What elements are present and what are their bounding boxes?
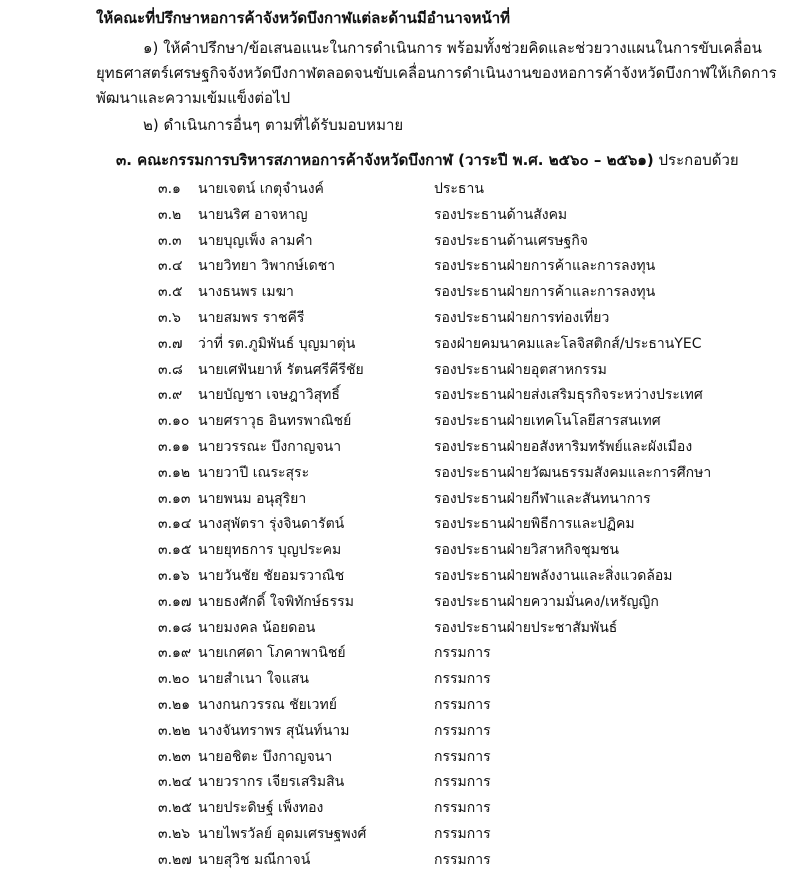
member-name: นายพนม อนุสุริยา	[198, 490, 307, 507]
duty-item-1-line-3: พัฒนาและความเข้มแข็งต่อไป	[96, 89, 291, 107]
member-number: ๓.๒๖	[158, 825, 191, 842]
member-row	[0, 202, 790, 228]
member-row	[0, 486, 790, 512]
member-number: ๓.๕	[158, 284, 183, 301]
member-row	[0, 331, 790, 357]
member-role: กรรมการ	[434, 696, 491, 713]
member-role: รองประธานฝ่ายส่งเสริมธุรกิจระหว่างประเทศ	[434, 387, 703, 404]
member-name: นายบัญชา เจษฎาวิสุทธิ์	[198, 387, 340, 404]
section-3-title-bold: ๓. คณะกรรมการบริหารสภาหอการค้าจังหวัดบึงกาฬ (วาระปี พ.ศ. ๒๕๖๐ – ๒๕๖๑)	[116, 151, 654, 169]
member-row	[0, 228, 790, 254]
member-row	[0, 744, 790, 770]
member-number: ๓.๑๕	[158, 542, 192, 559]
member-number: ๓.๑๓	[158, 490, 191, 507]
member-name: นายประดิษฐ์ เพ็งทอง	[198, 800, 324, 817]
section-3-title	[116, 148, 739, 172]
member-row	[0, 253, 790, 279]
member-role: รองประธานฝ่ายเทคโนโลยีสารสนเทศ	[434, 413, 661, 430]
duty-item-1-line-2: ยุทธศาสตร์เศรษฐกิจจังหวัดบึงกาฬตลอดจนขับเคลื่อนการดำเนินงานของหอการค้าจังหวัดบึงกาฬให้เกิดการ	[96, 64, 777, 82]
member-role: รองประธานฝ่ายวิสาหกิจชุมชน	[434, 542, 619, 559]
member-number: ๓.๔	[158, 258, 183, 275]
member-role: รองประธานฝ่ายพิธีการและปฏิคม	[434, 516, 635, 533]
member-number: ๓.๑๔	[158, 516, 192, 533]
member-name: นายศราวุธ อินทรพาณิชย์	[198, 413, 352, 430]
member-role: กรรมการ	[434, 671, 491, 688]
member-row	[0, 718, 790, 744]
member-role: กรรมการ	[434, 722, 491, 739]
member-number: ๓.๘	[158, 361, 183, 378]
member-row	[0, 821, 790, 847]
member-role: รองประธานฝ่ายประชาสัมพันธ์	[434, 619, 618, 636]
member-name: นายวรรณะ บึงกาญจนา	[198, 438, 342, 455]
member-name: นายอชิตะ บึงกาญจนา	[198, 748, 333, 765]
member-number: ๓.๒๓	[158, 748, 191, 765]
member-name: นายธงศักดิ์ ใจพิทักษ์ธรรม	[198, 593, 354, 610]
member-number: ๓.๗	[158, 335, 183, 352]
member-name: ว่าที่ รต.ภูมิพันธ์ บุญมาตุ่น	[198, 335, 356, 352]
member-role: รองประธานฝ่ายการค้าและการลงทุน	[434, 284, 656, 301]
member-number: ๓.๙	[158, 387, 183, 404]
member-number: ๓.๑๒	[158, 464, 191, 481]
member-name: นางกนกวรรณ ชัยเวทย์	[198, 696, 337, 713]
member-number: ๓.๖	[158, 309, 181, 326]
member-name: นายยุทธการ บุญประคม	[198, 542, 342, 559]
member-row	[0, 357, 790, 383]
member-number: ๓.๒๒	[158, 722, 191, 739]
member-name: นายบุญเพ็ง ลามคำ	[198, 232, 313, 249]
member-name: นายเจตน์ เกตุจำนงค์	[198, 181, 324, 197]
member-row	[0, 589, 790, 615]
section-3-title-rest: ประกอบด้วย	[658, 151, 739, 169]
member-role: กรรมการ	[434, 748, 491, 765]
member-row	[0, 769, 790, 795]
member-name: นางจันทราพร สุนันท์นาม	[198, 722, 350, 739]
member-name: นายเกศดา โภคาพานิชย์	[198, 645, 346, 662]
member-name: นายวันชัย ชัยอมรวาณิช	[198, 567, 345, 584]
member-number: ๓.๑๖	[158, 567, 190, 584]
member-row	[0, 692, 790, 718]
member-row	[0, 176, 790, 202]
member-row	[0, 537, 790, 563]
member-row	[0, 563, 790, 589]
member-number: ๓.๒๔	[158, 774, 192, 791]
member-role: กรรมการ	[434, 825, 491, 842]
member-row	[0, 640, 790, 666]
duty-item-1-line-1: ๑) ให้คำปรึกษา/ข้อเสนอแนะในการดำเนินการ พร้อมทั้งช่วยคิดและช่วยวางแผนในการขับเคลื่อน	[143, 39, 762, 57]
member-name: นายวาปี เณระสุระ	[198, 464, 310, 481]
member-name: นายสมพร ราชคีรี	[198, 309, 305, 326]
member-row	[0, 615, 790, 641]
member-row	[0, 511, 790, 537]
member-name: นายวรากร เจียรเสริมสิน	[198, 774, 345, 791]
member-role: รองฝ่ายคมนาคมและโลจิสติกส์/ประธานYEC	[434, 335, 702, 352]
duty-item-2: ๒) ดำเนินการอื่นๆ ตามที่ได้รับมอบหมาย	[143, 116, 404, 134]
member-row	[0, 795, 790, 821]
member-role: กรรมการ	[434, 851, 491, 868]
member-name: นายวิทยา วิพากษ์เดชา	[198, 258, 336, 275]
member-name: นายเศฟันยาห์ รัตนศรีคีรีชัย	[198, 361, 364, 378]
member-row	[0, 279, 790, 305]
member-number: ๓.๑๙	[158, 645, 192, 662]
member-row	[0, 305, 790, 331]
member-row	[0, 434, 790, 460]
member-number: ๓.๑๐	[158, 413, 190, 430]
member-row	[0, 460, 790, 486]
member-role: รองประธานฝ่ายวัฒนธรรมสังคมและการศึกษา	[434, 464, 712, 481]
member-role: ประธาน	[434, 181, 484, 197]
member-row	[0, 666, 790, 692]
member-role: รองประธานฝ่ายความมั่นคง/เหรัญญิก	[434, 593, 659, 610]
member-number: ๓.๑๘	[158, 619, 192, 636]
member-name: นางสุพัตรา รุ่งจินดารัตน์	[198, 516, 345, 533]
member-role: กรรมการ	[434, 774, 491, 791]
member-number: ๓.๓	[158, 232, 182, 249]
member-name: นายนริศ อาจหาญ	[198, 206, 308, 223]
member-role: รองประธานฝ่ายกีฬาและสันทนาการ	[434, 490, 651, 507]
member-number: ๓.๒๐	[158, 671, 190, 688]
member-role: รองประธานฝ่ายการค้าและการลงทุน	[434, 258, 656, 275]
member-role: รองประธานฝ่ายการท่องเที่ยว	[434, 309, 610, 326]
committee-member-list	[0, 176, 790, 873]
member-number: ๓.๑๗	[158, 593, 192, 610]
member-name: นายสำเนา ใจแสน	[198, 671, 309, 688]
member-role: รองประธานด้านเศรษฐกิจ	[434, 232, 589, 249]
member-role: รองประธานฝ่ายอสังหาริมทรัพย์และผังเมือง	[434, 438, 693, 455]
member-role: รองประธานฝ่ายอุตสาหกรรม	[434, 361, 607, 378]
member-name: นายไพรวัลย์ อุดมเศรษฐพงศ์	[198, 825, 367, 842]
member-number: ๓.๑	[158, 181, 181, 197]
member-number: ๓.๑๑	[158, 438, 190, 455]
member-number: ๓.๒๑	[158, 696, 191, 713]
member-number: ๓.๒๗	[158, 851, 192, 868]
member-row	[0, 382, 790, 408]
member-role: รองประธานฝ่ายพลังงานและสิ่งแวดล้อม	[434, 567, 673, 584]
member-row	[0, 408, 790, 434]
member-role: รองประธานด้านสังคม	[434, 206, 568, 223]
member-name: นายมงคล น้อยดอน	[198, 619, 316, 636]
advisors-duties-heading: ให้คณะที่ปรึกษาหอการค้าจังหวัดบึงกาฬแต่ละด้านมีอำนาจหน้าที่	[96, 9, 511, 27]
member-number: ๓.๒๕	[158, 800, 192, 817]
member-row	[0, 847, 790, 873]
member-role: กรรมการ	[434, 800, 491, 817]
member-role: กรรมการ	[434, 645, 491, 662]
member-number: ๓.๒	[158, 206, 182, 223]
member-name: นางธนพร เมฆา	[198, 284, 294, 301]
member-name: นายสุวิช มณีกาจน์	[198, 851, 311, 868]
